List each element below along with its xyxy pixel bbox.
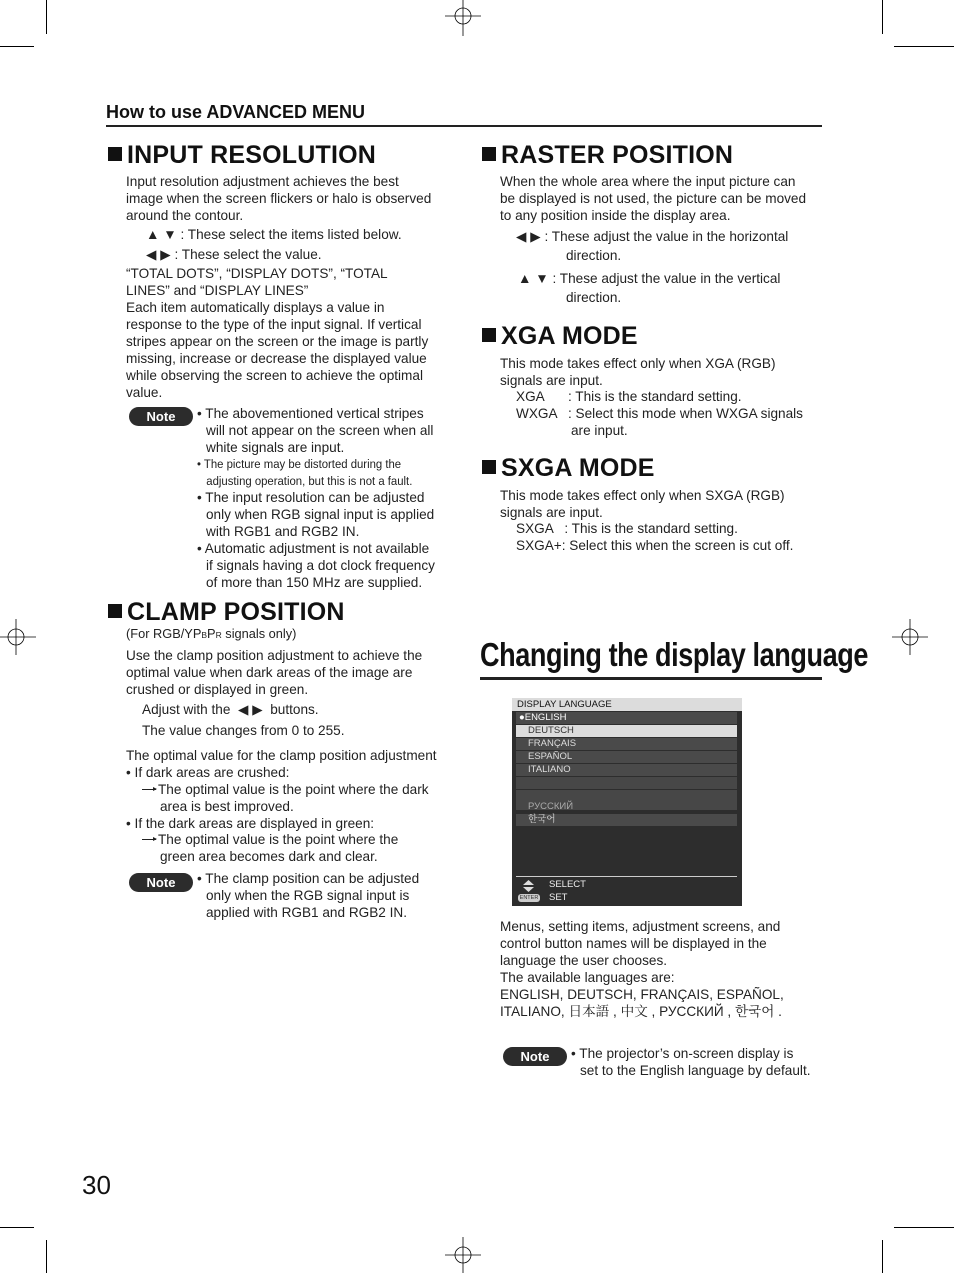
input-resolution-note-1: • The abovementioned vertical stripes will not appear on the screen when all white signals are input. <box>197 406 434 455</box>
crop-mark <box>882 1240 883 1273</box>
raster-horizontal: ◀ ▶ : These adjust the value in the horizontal direction. <box>516 229 789 263</box>
xga-intro: This mode takes effect only when XGA (RGB) signals are input. <box>500 356 776 388</box>
crop-mark <box>46 1240 47 1273</box>
section-rule <box>106 125 822 127</box>
square-bullet-icon <box>108 147 122 161</box>
xga-mode-heading: XGA MODE <box>482 322 638 351</box>
arrow-right-icon <box>142 839 156 840</box>
osd-set-label: SET <box>549 892 568 903</box>
osd-item-korean[interactable]: 한국어 <box>516 814 737 826</box>
clamp-optimal: The optimal value for the clamp position adjustment • If dark areas are crushed: <box>126 748 437 780</box>
updown-arrow-icon <box>523 880 534 892</box>
sxga-intro: This mode takes effect only when SXGA (RGB) signals are input. <box>500 488 785 520</box>
raster-intro: When the whole area where the input picture can be displayed is not used, the picture can be moved to any position inside the display area. <box>500 174 807 223</box>
sxga-mode-heading: SXGA MODE <box>482 454 655 483</box>
section-header: How to use ADVANCED MENU <box>106 102 366 122</box>
osd-divider <box>516 876 737 877</box>
registration-mark-icon <box>892 619 928 655</box>
input-resolution-updown: ▲ ▼ : These select the items listed below. <box>146 227 402 242</box>
input-resolution-items: “TOTAL DOTS”, “DISPLAY DOTS”, “TOTAL LINES” and “DISPLAY LINES” <box>126 266 388 298</box>
clamp-adjust: Adjust with the ◀ ▶ buttons. <box>142 702 319 717</box>
registration-mark-icon <box>0 619 36 655</box>
language-note: • The projector’s on-screen display is set to the English language by default. <box>571 1046 811 1078</box>
note-badge: Note <box>503 1047 567 1066</box>
registration-mark-icon <box>445 0 481 36</box>
clamp-range: The value changes from 0 to 255. <box>142 723 345 738</box>
square-bullet-icon <box>482 460 496 474</box>
crop-mark <box>894 46 954 47</box>
language-body: Menus, setting items, adjustment screens, and control button names will be displayed in the language the user chooses. The available languages are: ENGLISH, DEUTSCH, FRANÇAIS, ESPAÑOL, ITALIANO, 日本語 , 中文 , РУССКИЙ , 한국어 . <box>500 919 784 1019</box>
osd-select-label: SELECT <box>549 879 586 890</box>
square-bullet-icon <box>482 147 496 161</box>
note-badge: Note <box>129 873 193 892</box>
input-resolution-heading: INPUT RESOLUTION <box>108 141 376 170</box>
raster-vertical: ▲ ▼ : These adjust the value in the vertical direction. <box>518 271 781 305</box>
square-bullet-icon <box>482 328 496 342</box>
sxga-options: SXGA : This is the standard setting. SXGA+: Select this when the screen is cut off. <box>516 521 794 553</box>
clamp-case2: • If the dark areas are displayed in green: <box>126 816 375 831</box>
input-resolution-body: Each item automatically displays a value in response to the type of the input signal. If vertical stripes appear on the screen or the image is partly missing, increase or decrease the displayed value while observing the screen to achieve the optimal value. <box>126 300 429 400</box>
input-resolution-intro: Input resolution adjustment achieves the best image when the screen flickers or halo is observed around the contour. <box>126 174 432 223</box>
osd-item-japanese[interactable] <box>516 777 737 789</box>
clamp-position-heading: CLAMP POSITION <box>108 598 345 627</box>
crop-mark <box>46 0 47 34</box>
note-badge: Note <box>129 407 193 426</box>
osd-item-english[interactable]: ●ENGLISH <box>516 712 737 724</box>
registration-mark-icon <box>445 1237 481 1273</box>
osd-item-deutsch[interactable]: DEUTSCH <box>516 725 737 737</box>
language-title-rule <box>480 677 822 680</box>
crop-mark <box>0 46 34 47</box>
page-number: 30 <box>82 1170 111 1200</box>
clamp-case2-result: The optimal value is the point where the green area becomes dark and clear. <box>142 831 398 865</box>
crop-mark <box>894 1227 954 1228</box>
input-resolution-note-3: • The input resolution can be adjusted only when RGB signal input is applied with RGB1 and RGB2 IN. <box>197 490 435 539</box>
clamp-signals: (For RGB/YPBPR signals only) <box>126 626 297 641</box>
input-resolution-note-2: • The picture may be distorted during the adjusting operation, but this is not a fault. <box>197 457 413 488</box>
xga-options: XGA : This is the standard setting. WXGA : Select this mode when WXGA signals are input. <box>516 389 803 438</box>
clamp-note: • The clamp position can be adjusted only when the RGB signal input is applied with RGB1 and RGB2 IN. <box>197 871 420 920</box>
crop-mark <box>882 0 883 34</box>
osd-item-espanol[interactable]: ESPAÑOL <box>516 751 737 763</box>
osd-item-russian[interactable]: РУССКИЙ <box>528 801 574 812</box>
raster-position-heading: RASTER POSITION <box>482 141 733 170</box>
input-resolution-leftright: ◀ ▶ : These select the value. <box>146 247 322 262</box>
crop-mark <box>0 1227 34 1228</box>
enter-key-icon: ENTER <box>519 895 539 901</box>
osd-item-francais[interactable]: FRANÇAIS <box>516 738 737 750</box>
square-bullet-icon <box>108 604 122 618</box>
clamp-intro: Use the clamp position adjustment to achieve the optimal value when dark areas of the image are crushed or displayed in green. <box>126 648 423 697</box>
language-title: Changing the display language <box>480 636 869 673</box>
osd-title: DISPLAY LANGUAGE <box>512 698 742 711</box>
clamp-case1-result: The optimal value is the point where the dark area is best improved. <box>142 781 429 815</box>
osd-item-italiano[interactable]: ITALIANO <box>516 764 737 776</box>
arrow-right-icon <box>142 789 156 790</box>
osd-display-language-menu <box>512 698 742 906</box>
input-resolution-note-4: • Automatic adjustment is not available if signals having a dot clock frequency of more than 150 MHz are supplied. <box>197 541 435 590</box>
